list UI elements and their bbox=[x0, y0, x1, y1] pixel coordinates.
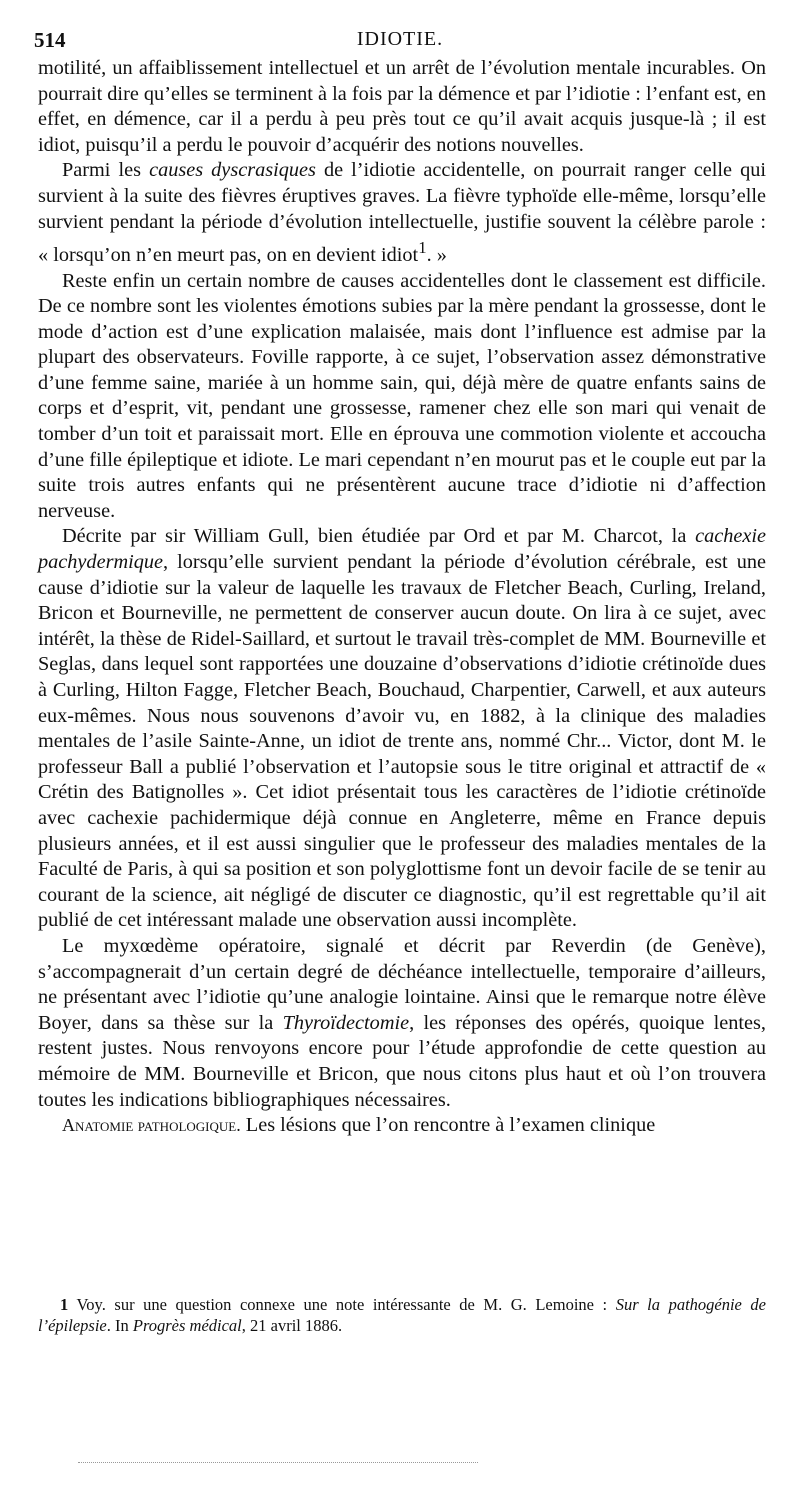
bottom-rule bbox=[78, 1462, 478, 1465]
section-heading: Anatomie pathologique. bbox=[62, 1115, 241, 1136]
italic-text: Sur la pathogénie de l’épilepsie bbox=[38, 1295, 767, 1335]
body-paragraph bbox=[38, 524, 766, 934]
text-run: , 21 avril 1886. bbox=[241, 1316, 343, 1335]
footnote bbox=[38, 1294, 766, 1336]
body-paragraph bbox=[38, 269, 766, 525]
text-run: . » bbox=[426, 243, 447, 266]
text-run: Reste enfin un certain nombre de causes accidentelles dont le classement est difficile. De ce nombre sont les violentes émotions subies par la mère pendant la grossesse, dont le mode d’action est d’une explication malaisée, mais dont l’influence est admise par la plupart des observateurs. Foville rapporte, à ce sujet, l’observation assez démonstrative d’une femme saine, mariée à un homme sain, qui, déjà mère de quatre enfants sains de corps et d’esprit, vit, pendant une grossesse, ramener chez elle son mari qui venait de tomber d’un toit et paraissait mort. Elle en éprouva une commotion violente et accoucha d’une fille épileptique et idiote. Le mari cependant n’en mourut pas et le couple eut par la suite trois autres enfants qui ne présentèrent aucune trace d’idiotie ni d’affection nerveuse. bbox=[38, 269, 766, 522]
text-run: de l’idiotie accidentelle, on pourrait ranger celle qui survient à la suite des fièvres éruptives graves. La fièvre typhoïde elle-même, lorsqu’elle survient pendant la période d’évolution intellectuelle, justifie souvent la célèbre parole : « lorsqu’on n’en meurt pas, on en devient idiot bbox=[38, 159, 766, 266]
body-text bbox=[38, 56, 766, 1139]
page-header bbox=[34, 28, 766, 54]
text-run: , lorsqu’elle survient pendant la période d’évolution cérébrale, est une cause d’idiotie sur la valeur de laquelle les travaux de Fletcher Beach, Curling, Ireland, Bricon et Bourneville, ne permettent de conserver aucun doute. On lira à ce sujet, avec intérêt, la thèse de Ridel-Saillard, et surtout le travail très-complet de MM. Bourneville et Seglas, dans lequel sont rapportées une douzaine d’observations d’idiotie crétinoïde dues à Curling, Hilton Fagge, Fletcher Beach, Bouchaud, Charpentier, Carwell, et aux auteurs eux-mêmes. Nous nous souvenons d’avoir vu, en 1882, à la clinique des maladies mentales de l’asile Sainte-Anne, un idiot de trente ans, nommé Chr... Victor, dont M. le professeur Ball a publié l’observation et l’autopsie sous le titre original et attractif de « Crétin des Batignolles ». Cet idiot présentait tous les caractères de l’idiotie crétinoïde avec cachexie pachidermique déjà connue en Angleterre, même en France depuis plusieurs années, et il est aussi singulier que le professeur des maladies mentales de la Faculté de Paris, à qui sa position et son polyglottisme font un devoir facile de se tenir au courant de la science, ait négligé de discuter ce diagnostic, qu’il est regrettable qu’il ait publié de cet intéressant malade une observation aussi incomplète. bbox=[38, 551, 766, 932]
italic-text: Thyroïdectomie bbox=[282, 1011, 410, 1034]
text-run: motilité, un affaiblissement intellectuel et un arrêt de l’évolution mentale incurables. On pourrait dire qu’elles se terminent à la fois par la démence et par l’idiotie : l’enfant est, en effet, en démence, car il a perdu à peu près tout ce qu’il avait acquis jusque-là ; il est idiot, puisqu’il a perdu le pouvoir d’acquérir des notions nouvelles. bbox=[38, 57, 766, 156]
footnote-marker: 1 bbox=[60, 1295, 69, 1314]
running-head: IDIOTIE. bbox=[356, 28, 444, 50]
footnote-reference: 1 bbox=[418, 238, 427, 258]
body-paragraph bbox=[38, 158, 766, 268]
italic-text: Progrès médical bbox=[132, 1316, 242, 1335]
footnote-paragraph bbox=[38, 1294, 766, 1336]
text-run: Parmi les bbox=[62, 159, 150, 182]
italic-text: cachexie pachydermique bbox=[38, 525, 766, 574]
body-paragraph bbox=[38, 934, 766, 1113]
text-run: Voy. sur une question connexe une note intéressante de M. G. Lemoine : bbox=[76, 1295, 616, 1314]
text-run: Les lésions que l’on rencontre à l’examen clinique bbox=[240, 1114, 656, 1137]
text-run: , les réponses des opérés, quoique lentes, restent justes. Nous renvoyons encore pour l’étude approfondie de cette question au mémoire de MM. Bourneville et Bricon, que nous citons plus haut et où l’on trouvera toutes les indications bibliographiques nécessaires. bbox=[38, 1011, 766, 1111]
page-number: 514 bbox=[34, 28, 66, 52]
italic-text: causes dyscrasiques bbox=[149, 159, 316, 182]
body-paragraph bbox=[38, 56, 766, 158]
text-run: Décrite par sir William Gull, bien étudiée par Ord et par M. Charcot, la bbox=[62, 525, 696, 548]
text-run: . In bbox=[106, 1316, 133, 1335]
text-run: Le myxœdème opératoire, signalé et décrit par Reverdin (de Genève), s’accompagnerait d’un certain degré de déchéance intellectuelle, temporaire d’ailleurs, ne présentant avec l’idiotie qu’une analogie lointaine. Ainsi que le remarque notre élève Boyer, dans sa thèse sur la bbox=[38, 934, 766, 1034]
section-paragraph bbox=[38, 1113, 766, 1139]
